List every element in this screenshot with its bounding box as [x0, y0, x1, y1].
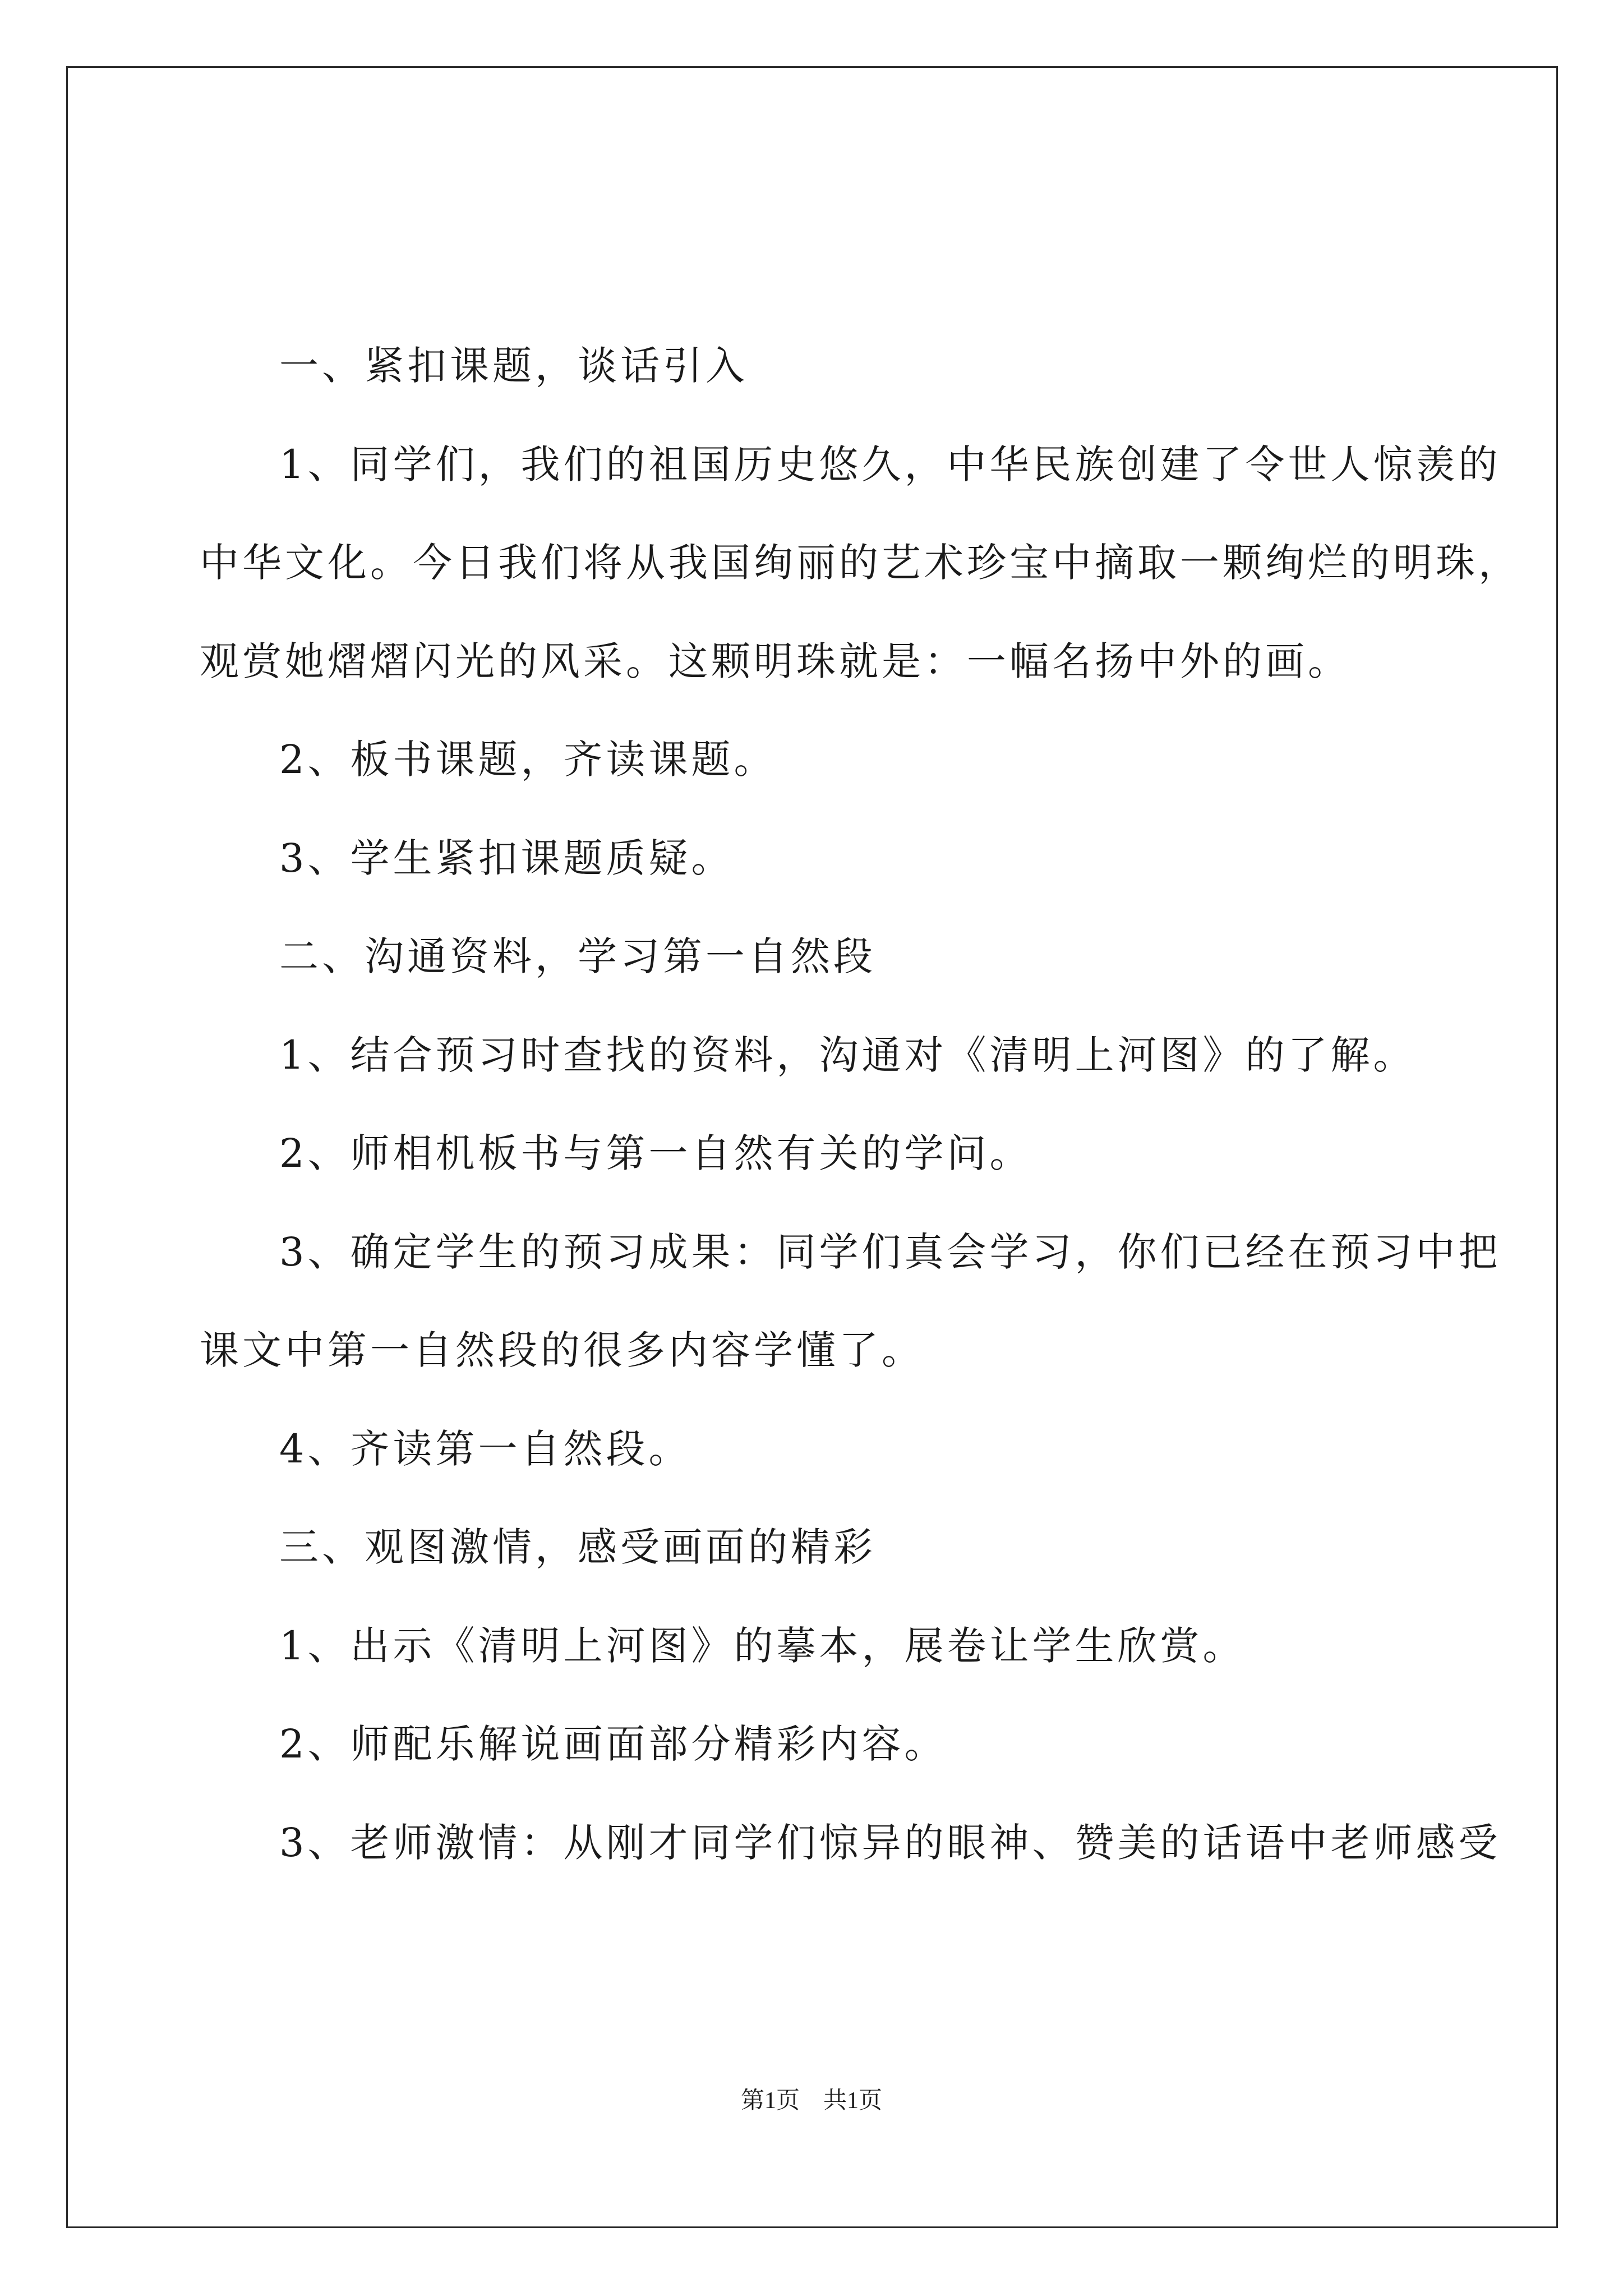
page-number-footer: 第1页 共1页: [740, 2088, 882, 2114]
section-heading-3: 三、观图激情，感受画面的精彩: [279, 1524, 876, 1570]
paragraph-line: 3、学生紧扣课题质疑。: [279, 835, 734, 881]
paragraph-line: 1、出示《清明上河图》的摹本，展卷让学生欣赏。: [279, 1623, 1246, 1669]
paragraph-line: 观赏她熠熠闪光的风采。这颗明珠就是：一幅名扬中外的画。: [200, 638, 1350, 684]
section-heading-2: 二、沟通资料，学习第一自然段: [279, 933, 876, 979]
paragraph-line: 2、师配乐解说画面部分精彩内容。: [279, 1721, 947, 1767]
paragraph-line: 3、老师激情：从刚才同学们惊异的眼神、赞美的话语中老师感受: [279, 1820, 1501, 1866]
paragraph-line: 1、同学们，我们的祖国历史悠久，中华民族创建了令世人惊羡的: [279, 441, 1501, 487]
section-heading-1: 一、紧扣课题，谈话引入: [279, 343, 748, 389]
paragraph-line: 课文中第一自然段的很多内容学懂了。: [200, 1327, 924, 1373]
paragraph-line: 4、齐读第一自然段。: [279, 1426, 691, 1472]
paragraph-line: 中华文化。今日我们将从我国绚丽的艺术珍宝中摘取一颗绚烂的明珠，: [200, 540, 1521, 586]
paragraph-line: 1、结合预习时查找的资料，沟通对《清明上河图》的了解。: [279, 1032, 1416, 1078]
paragraph-line: 2、板书课题，齐读课题。: [279, 737, 777, 783]
paragraph-line: 2、师相机板书与第一自然有关的学问。: [279, 1130, 1032, 1176]
paragraph-line: 3、确定学生的预习成果：同学们真会学习，你们已经在预习中把: [279, 1229, 1501, 1275]
